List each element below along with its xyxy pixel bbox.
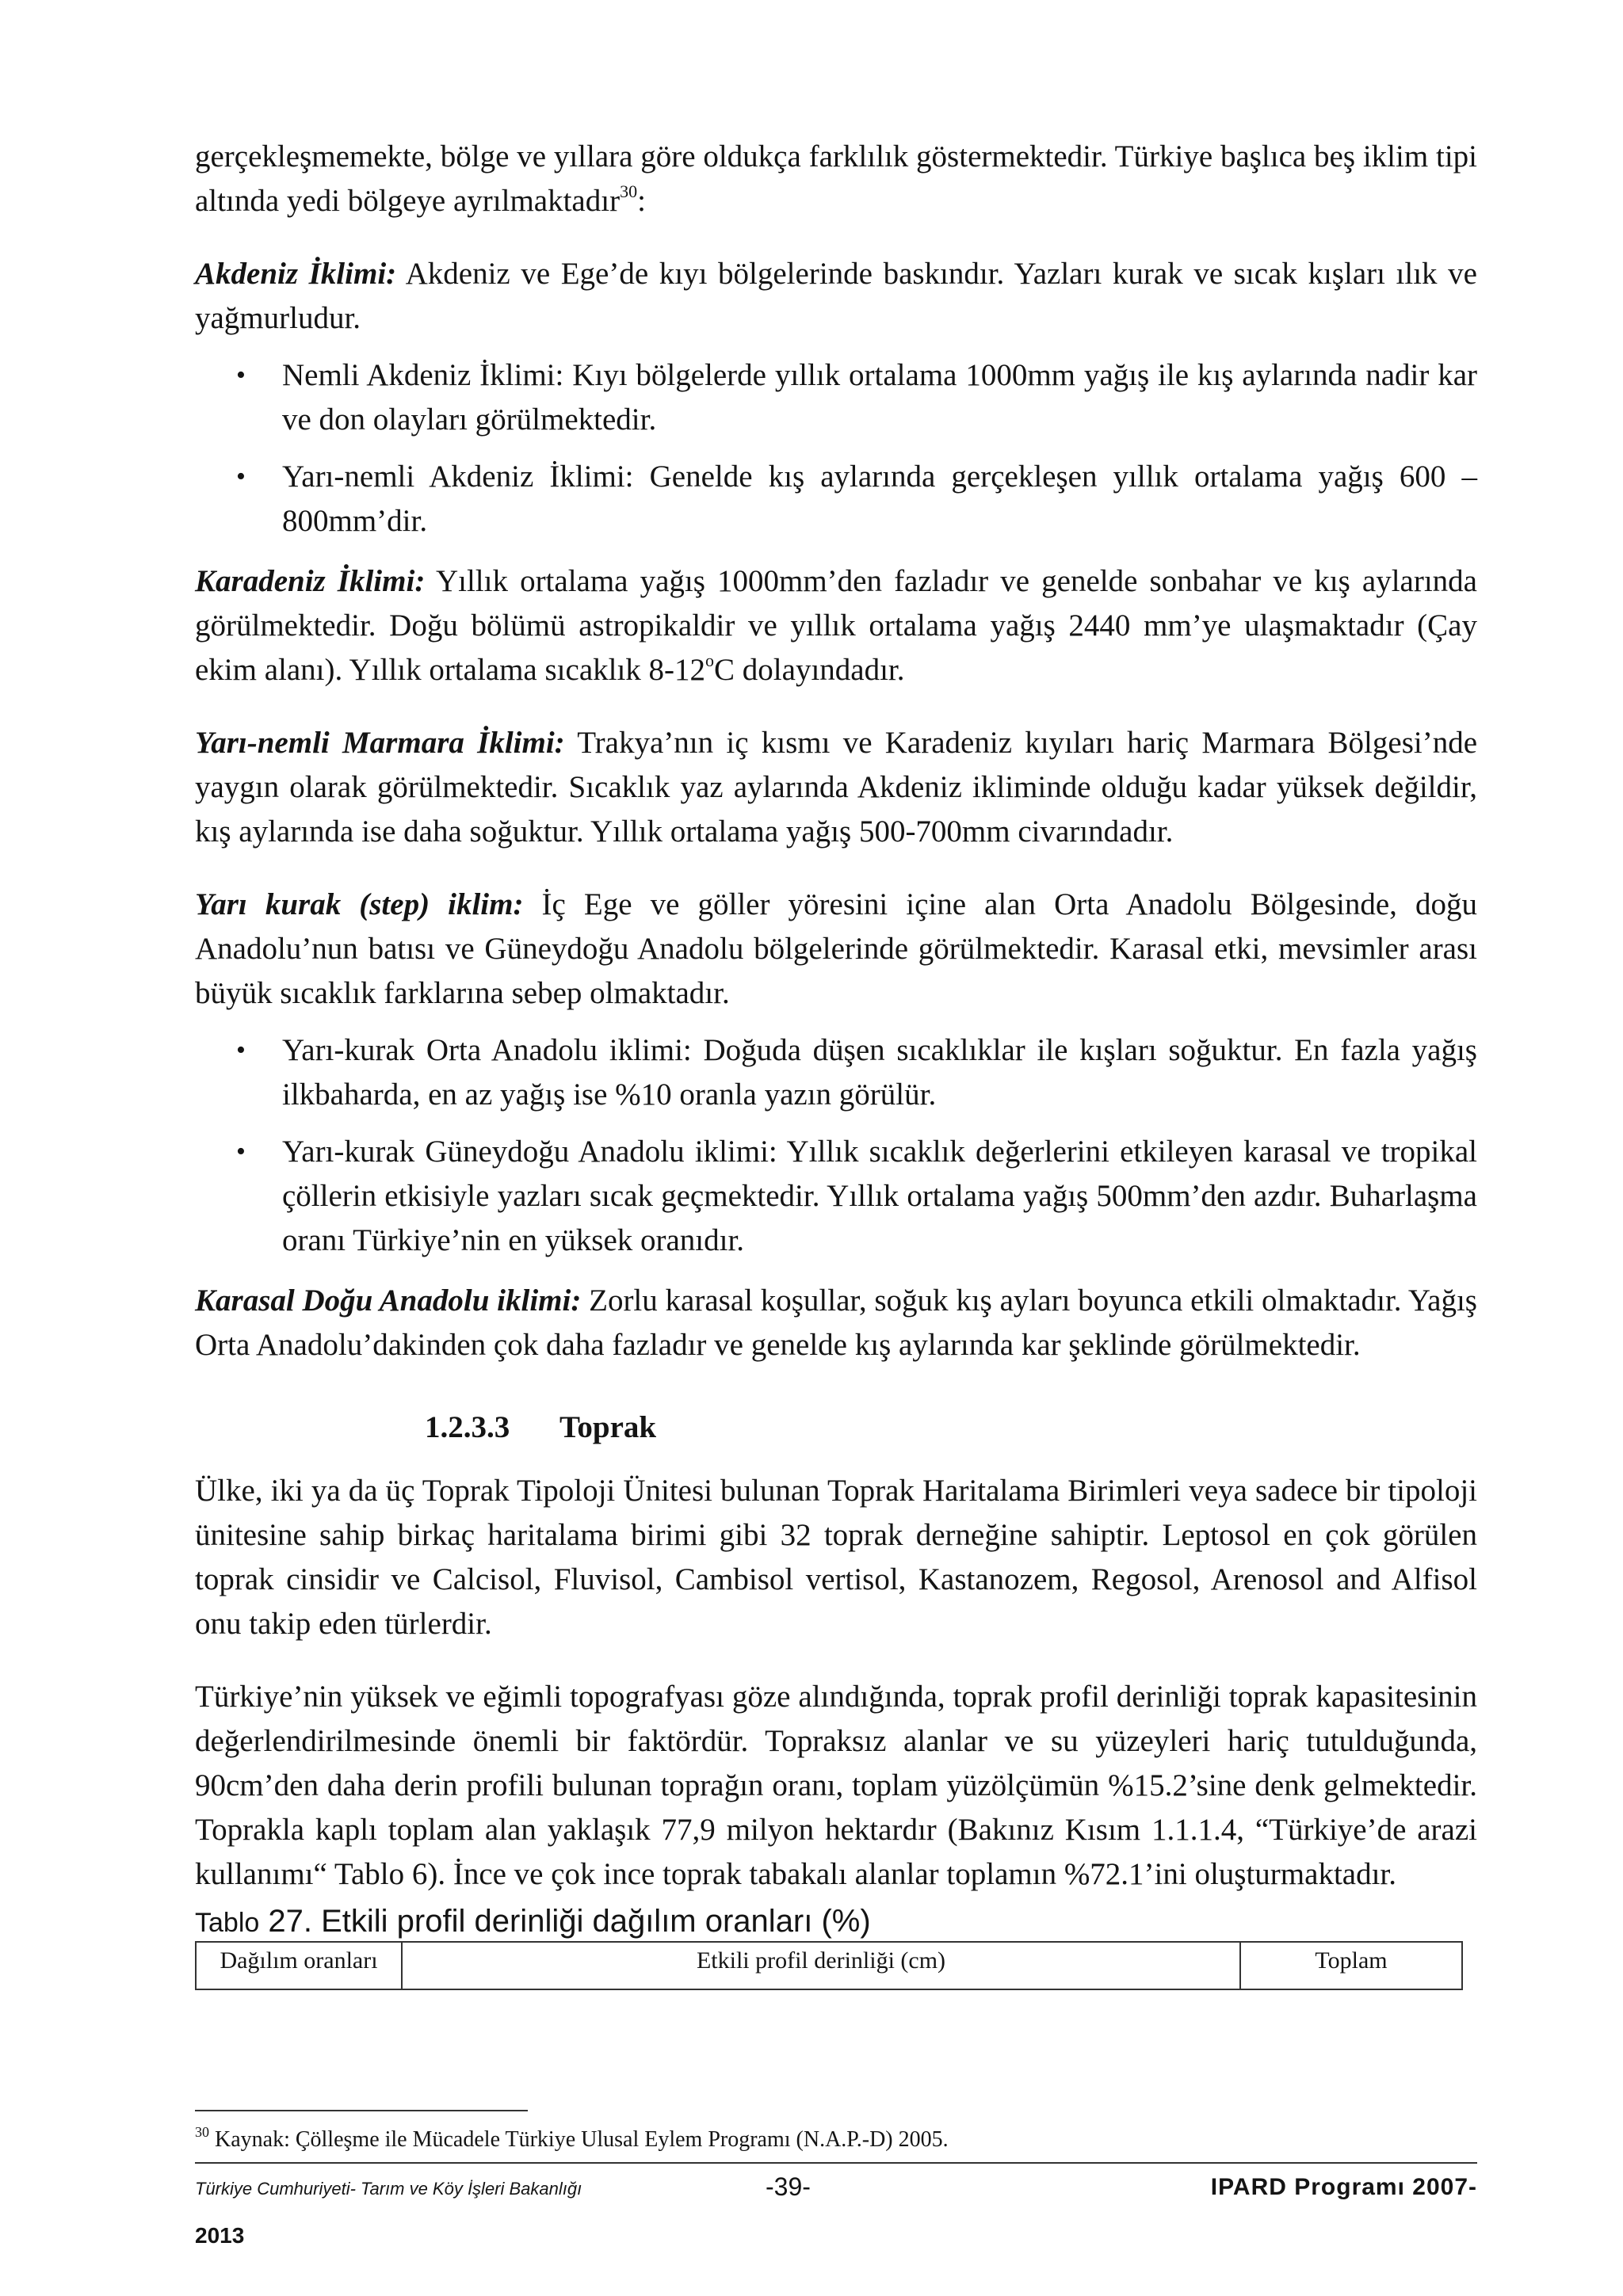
akdeniz-list (195, 353, 1477, 543)
akdeniz-lead: Akdeniz İklimi: (195, 257, 397, 291)
step-paragraph: Yarı kurak (step) iklim: İç Ege ve göller yöresini içine alan Orta Anadolu Bölgesinde, doğu Anadolu’nun batısı ve Güneydoğu Anadolu bölgelerinde görülmektedir. Karasal etki, mevsimler arası büyük sıcaklık farklarına sebep olmaktadır. (195, 887, 1478, 1010)
toprak-paragraph-1: Ülke, iki ya da üç Toprak Tipoloji Ünitesi bulunan Toprak Haritalama Birimleri veya sadece bir tipoloji ünitesine sahip birkaç haritalama birimi gibi 32 toprak derneğine sahiptir. Leptosol en çok görülen toprak cinsidir ve Calcisol, Fluvisol, Cambisol vertisol, Kastanozem, Regosol, Arenosol and Alfisol onu takip eden türlerdir. (195, 1474, 1477, 1641)
footnote-number: 30 (195, 2124, 209, 2140)
section-title: Toprak (559, 1410, 657, 1444)
footnote: $^{30}$ Kaynak: Çölleşme ile Mücadele Türkiye Ulusal Eylem Programı (N.A.P.-D) 2005. (195, 2124, 949, 2152)
table-header-cell: Toplam (1240, 1942, 1462, 1989)
section-heading (425, 1405, 1477, 1450)
bullet-icon: • (236, 462, 246, 491)
step-list (195, 1028, 1477, 1263)
footer-year: 2013 (195, 2223, 245, 2248)
table-header-cell: Etkili profil derinliği (cm) (402, 1942, 1240, 1989)
karadeniz-lead: Karadeniz İklimi: (195, 564, 426, 598)
bullet-icon: • (236, 360, 246, 390)
intro-paragraph: gerçekleşmemekte, bölge ve yıllara göre oldukça farklılık göstermektedir. Türkiye başlıca beş iklim tipi altında yedi bölgeye ayrılmaktadır$^{30}$: (195, 139, 1477, 218)
table-header-row (196, 1942, 1462, 1989)
profile-depth-table (195, 1941, 1463, 1990)
footer-divider (195, 2162, 1477, 2164)
karasal-paragraph: Karasal Doğu Anadolu iklimi: Zorlu karasal koşullar, soğuk kış ayları boyunca etkili olmaktadır. Yağış Orta Anadolu’dakinden çok daha fazladır ve genelde kış aylarında kar şeklinde görülmektedir. (195, 1283, 1477, 1362)
page-body (195, 135, 1477, 1990)
section-number: 1.2.3.3 (425, 1410, 510, 1444)
karadeniz-paragraph: Karadeniz İklimi: Yıllık ortalama yağış 1000mm’den fazladır ve genelde sonbahar ve kış aylarında görülmektedir. Doğu bölümü astropikaldir ve yıllık ortalama yağış 2440 mm’ye ulaşmaktadır (Çay ekim alanı). Yıllık ortalama sıcaklık 8-12$^o$C dolayındadır. (195, 564, 1477, 687)
footnote-divider (195, 2110, 528, 2111)
marmara-paragraph: Yarı-nemli Marmara İklimi: Trakya’nın iç kısmı ve Karadeniz kıyıları hariç Marmara Bölgesi’nde yaygın olarak görülmektedir. Sıcaklık yaz aylarında Akdeniz ikliminde olduğu kadar yüksek değildir, kış aylarında ise daha soğuktur. Yıllık ortalama yağış 500-700mm civarındadır. (195, 726, 1478, 849)
bullet-icon: • (236, 1035, 246, 1065)
page-number: -39- (766, 2172, 811, 2201)
table-caption: Tablo 27. Etkili profil derinliği dağılım oranları (%) (195, 1904, 871, 1939)
list-item: • Yarı-kurak Orta Anadolu iklimi: Doğuda düşen sıcaklıklar ile kışları soğuktur. En fazla yağış ilkbaharda, en az yağış ise %10 oranla yazın görülür. (195, 1028, 1477, 1117)
list-item: • Yarı-kurak Güneydoğu Anadolu iklimi: Yıllık sıcaklık değerlerini etkileyen karasal ve tropikal çöllerin etkisiyle yazları sıcak geçmektedir. Yıllık ortalama yağış 500mm’den azdır. Buharlaşma oranı Türkiye’nin en yüksek oranıdır. (195, 1130, 1477, 1263)
footer-program: IPARD Programı 2007- (1210, 2174, 1477, 2200)
bullet-icon: • (236, 1137, 246, 1166)
table-header-cell: Dağılım oranları (196, 1942, 402, 1989)
marmara-lead: Yarı-nemli Marmara İklimi: (195, 726, 565, 760)
footer-ministry: Türkiye Cumhuriyeti- Tarım ve Köy İşleri Bakanlığı (195, 2179, 582, 2199)
footnote-ref[interactable]: 30 (620, 181, 638, 201)
karasal-lead: Karasal Doğu Anadolu iklimi: (195, 1283, 582, 1318)
list-item: • Nemli Akdeniz İklimi: Kıyı bölgelerde yıllık ortalama 1000mm yağış ile kış aylarında nadir kar ve don olayları görülmektedir. (195, 353, 1477, 442)
step-lead: Yarı kurak (step) iklim: (195, 887, 524, 921)
list-item: • Yarı-nemli Akdeniz İklimi: Genelde kış aylarında gerçekleşen yıllık ortalama yağış 600 – 800mm’dir. (195, 455, 1477, 543)
akdeniz-paragraph: Akdeniz İklimi: Akdeniz ve Ege’de kıyı bölgelerinde baskındır. Yazları kurak ve sıcak kışları ılık ve yağmurludur. (195, 257, 1477, 335)
toprak-paragraph-2: Türkiye’nin yüksek ve eğimli topografyası göze alındığında, toprak profil derinliği toprak kapasitesinin değerlendirilmesinde önemli bir faktördür. Topraksız alanlar ve su yüzeyleri hariç tutulduğunda, 90cm’den daha derin profili bulunan toprağın oranı, toplam yüzölçümün %15.2’sine denk gelmektedir. Toprakla kaplı toplam alan yaklaşık 77,9 milyon hektardır (Bakınız Kısım 1.1.1.4, “Türkiye’de arazi kullanımı“ Tablo 6). İnce ve çok ince toprak tabakalı alanlar toplamın %72.1’ini oluşturmaktadır. (195, 1680, 1477, 1891)
